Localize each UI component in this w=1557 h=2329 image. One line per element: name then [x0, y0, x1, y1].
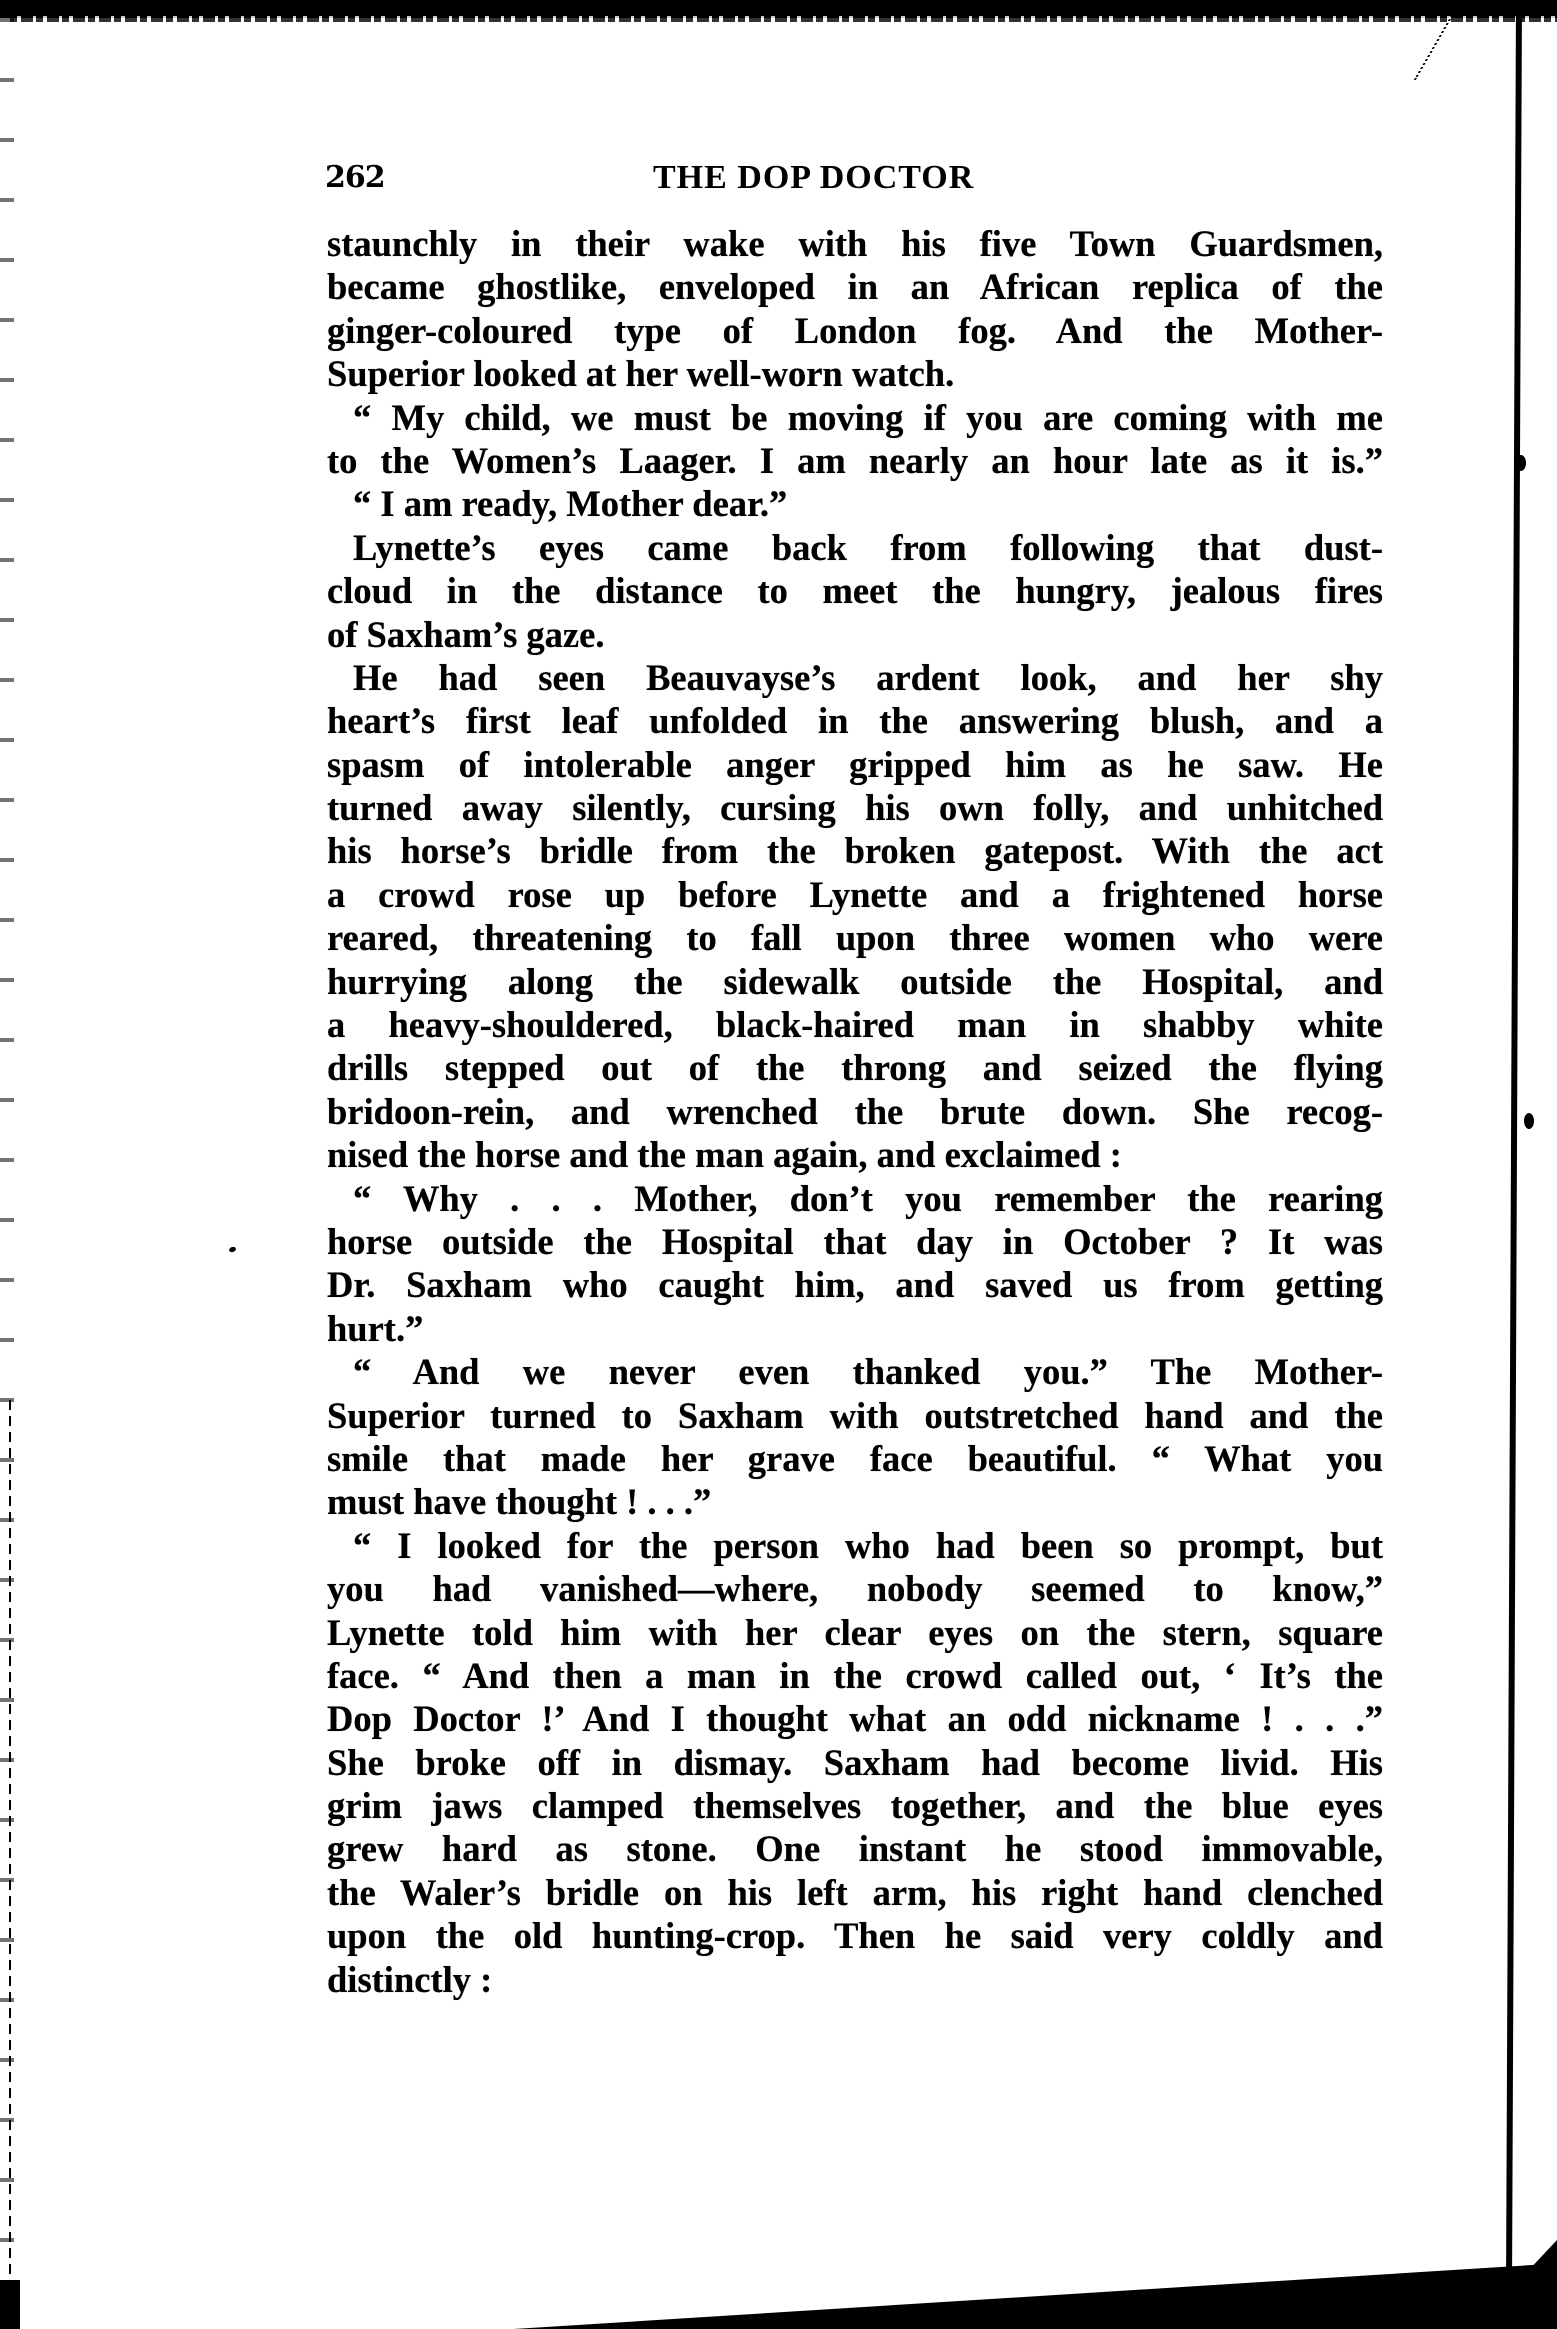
text-line: “ Why . . . Mother, don’t you remember the rearing [353, 1177, 1383, 1219]
text-line: must have thought ! . . .” [327, 1481, 712, 1523]
scan-border-top-fringe [10, 16, 1557, 22]
text-line: a crowd rose up before Lynette and a frightened horse [327, 873, 1383, 915]
text-line: grim jaws clamped themselves together, and the blue eyes [327, 1785, 1383, 1827]
text-line: his horse’s bridle from the broken gatepost. With the act [327, 830, 1383, 872]
text-line: reared, threatening to fall upon three women who were [327, 917, 1383, 959]
text-line: of Saxham’s gaze. [327, 613, 605, 655]
text-line: “ My child, we must be moving if you are coming with me [353, 396, 1383, 438]
ink-speck [228, 1246, 236, 1253]
text-line: cloud in the distance to meet the hungry, jealous fires [327, 570, 1383, 612]
text-line: Dr. Saxham who caught him, and saved us from getting [327, 1264, 1383, 1306]
text-line: a heavy-shouldered, black-haired man in shabby white [327, 1004, 1383, 1046]
text-line: Dop Doctor !’ And I thought what an odd nickname ! . . .” [327, 1698, 1383, 1740]
page-number: 262 [325, 160, 385, 195]
text-line: “ I looked for the person who had been so prompt, but [353, 1524, 1383, 1566]
text-line: “ I am ready, Mother dear.” [353, 483, 788, 525]
text-line: horse outside the Hospital that day in October ? It was [327, 1220, 1383, 1262]
text-line: drills stepped out of the throng and seized the flying [327, 1047, 1383, 1089]
text-line: ginger-coloured type of London fog. And the Mother- [327, 309, 1383, 351]
text-line: bridoon-rein, and wrenched the brute down. She recog- [327, 1090, 1383, 1132]
text-line: became ghostlike, enveloped in an African replica of the [327, 266, 1383, 308]
page-edge-right [1506, 0, 1522, 2329]
scan-border-bottom-left [0, 2280, 20, 2329]
text-line: heart’s first leaf unfolded in the answering blush, and a [327, 700, 1383, 742]
running-title: THE DOP DOCTOR [653, 159, 975, 196]
scan-edge-left-line [9, 1400, 11, 2329]
text-line: spasm of intolerable anger gripped him as he saw. He [327, 743, 1383, 785]
text-line: “ And we never even thanked you.” The Mother- [353, 1351, 1383, 1393]
page-edge-notch [1524, 1113, 1534, 1129]
text-line: nised the horse and the man again, and exclaimed : [327, 1134, 1122, 1176]
text-line: turned away silently, cursing his own folly, and unhitched [327, 787, 1383, 829]
text-line: Superior turned to Saxham with outstretched hand and the [327, 1394, 1383, 1436]
text-line: distinctly : [327, 1958, 493, 2000]
running-head [325, 158, 1381, 198]
text-line: hurrying along the sidewalk outside the Hospital, and [327, 960, 1383, 1002]
scan-border-bottom [0, 2240, 1557, 2329]
text-line: grew hard as stone. One instant he stood immovable, [327, 1828, 1383, 1870]
text-line: smile that made her grave face beautiful. “ What you [327, 1437, 1383, 1479]
body-text [327, 222, 1383, 2001]
text-line: She broke off in dismay. Saxham had become livid. His [327, 1741, 1383, 1783]
scan-edge-left [0, 0, 14, 2329]
text-line: you had vanished—where, nobody seemed to know,” [327, 1568, 1383, 1610]
text-line: the Waler’s bridle on his left arm, his right hand clenched [327, 1871, 1383, 1913]
text-line: upon the old hunting-crop. Then he said very coldly and [327, 1915, 1383, 1957]
text-line: face. “ And then a man in the crowd called out, ‘ It’s the [327, 1654, 1383, 1696]
text-line: staunchly in their wake with his five Town Guardsmen, [327, 223, 1383, 264]
text-line: He had seen Beauvayse’s ardent look, and her shy [353, 656, 1383, 698]
text-line: Lynette told him with her clear eyes on the stern, square [327, 1611, 1383, 1653]
text-line: hurt.” [327, 1307, 424, 1349]
text-line: Superior looked at her well-worn watch. [327, 353, 955, 395]
text-line: to the Women’s Laager. I am nearly an hour late as it is.” [327, 439, 1383, 481]
page-edge-notch [1516, 455, 1526, 471]
text-line: Lynette’s eyes came back from following that dust- [353, 526, 1383, 568]
